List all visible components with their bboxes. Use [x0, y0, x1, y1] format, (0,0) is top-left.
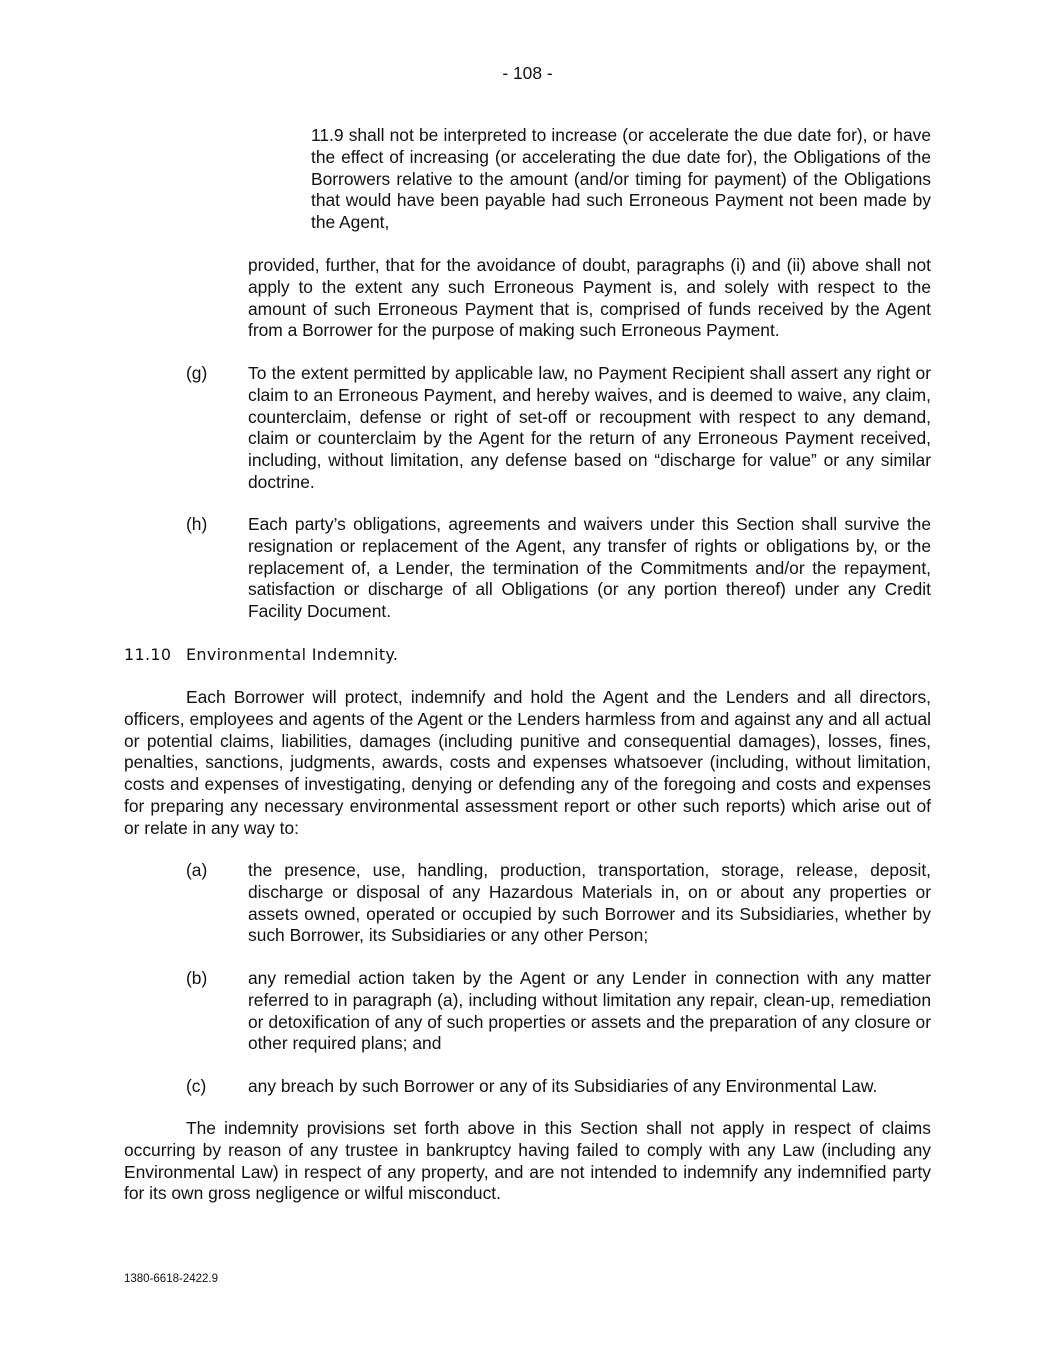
section-number: 11.10: [124, 645, 172, 664]
continued-item-text: 11.9 shall not be interpreted to increase (or accelerate the due date for), or have the effect of increasing (or accelerating the due date for), the Obligations of the Borrowers relative to the amount (and/or timing for payment) of the Obligations that would have been payable had such Erroneous Payment not been made by the Agent,: [311, 125, 931, 233]
item-label: (a): [186, 860, 208, 880]
item-text: any remedial action taken by the Agent or any Lender in connection with any matter referred to in paragraph (a), including without limitation any repair, clean-up, remediation or detoxification of any of such properties or assets and the preparation of any closure or other required plans; and: [248, 968, 931, 1054]
intro-paragraph: Each Borrower will protect, indemnify and hold the Agent and the Lenders and all directors, officers, employees and agents of the Agent or the Lenders harmless from and against any and all actual or potential claims, liabilities, damages (including punitive and consequential damages), losses, fines, penalties, sanctions, judgments, awards, costs and expenses whatsoever (including, without limitation, costs and expenses of investigating, denying or defending any of the foregoing and costs and expenses for preparing any necessary environmental assessment report or other such reports) which arise out of or relate in any way to:: [124, 687, 931, 838]
page-number: - 108 -: [502, 63, 553, 83]
section-heading: [124, 644, 398, 666]
item-label: (g): [186, 363, 208, 383]
document-footer-code: 1380-6618-2422.9: [124, 1273, 218, 1285]
section-title: Environmental Indemnity.: [186, 645, 399, 664]
proviso-paragraph: provided, further, that for the avoidance of doubt, paragraphs (i) and (ii) above shall not apply to the extent any such Erroneous Payment is, and solely with respect to the amount of such Erroneous Payment that is, comprised of funds received by the Agent from a Borrower for the purpose of making such Erroneous Payment.: [248, 255, 931, 341]
item-text: Each party’s obligations, agreements and waivers under this Section shall survive the resignation or replacement of the Agent, any transfer of rights or obligations by, or the replacement of, a Lender, the termination of the Commitments and/or the repayment, satisfaction or discharge of all Obligations (or any portion thereof) under any Credit Facility Document.: [248, 514, 931, 622]
item-label: (b): [186, 968, 208, 988]
item-label: (h): [186, 514, 208, 534]
closing-paragraph: The indemnity provisions set forth above in this Section shall not apply in respect of claims occurring by reason of any trustee in bankruptcy having failed to comply with any Law (including any Environmental Law) in respect of any property, and are not intended to indemnify any indemnified party for its own gross negligence or wilful misconduct.: [124, 1118, 931, 1204]
item-text: To the extent permitted by applicable law, no Payment Recipient shall assert any right or claim to an Erroneous Payment, and hereby waives, and is deemed to waive, any claim, counterclaim, defense or right of set-off or recoupment with respect to any demand, claim or counterclaim by the Agent for the return of any Erroneous Payment received, including, without limitation, any defense based on “discharge for value” or any similar doctrine.: [248, 363, 931, 492]
item-text: any breach by such Borrower or any of its Subsidiaries of any Environmental Law.: [248, 1076, 878, 1096]
item-text: the presence, use, handling, production, transportation, storage, release, deposit, discharge or disposal of any Hazardous Materials in, on or about any properties or assets owned, operated or occupied by such Borrower and its Subsidiaries, whether by such Borrower, its Subsidiaries or any other Person;: [248, 860, 931, 946]
item-label: (c): [186, 1076, 207, 1096]
